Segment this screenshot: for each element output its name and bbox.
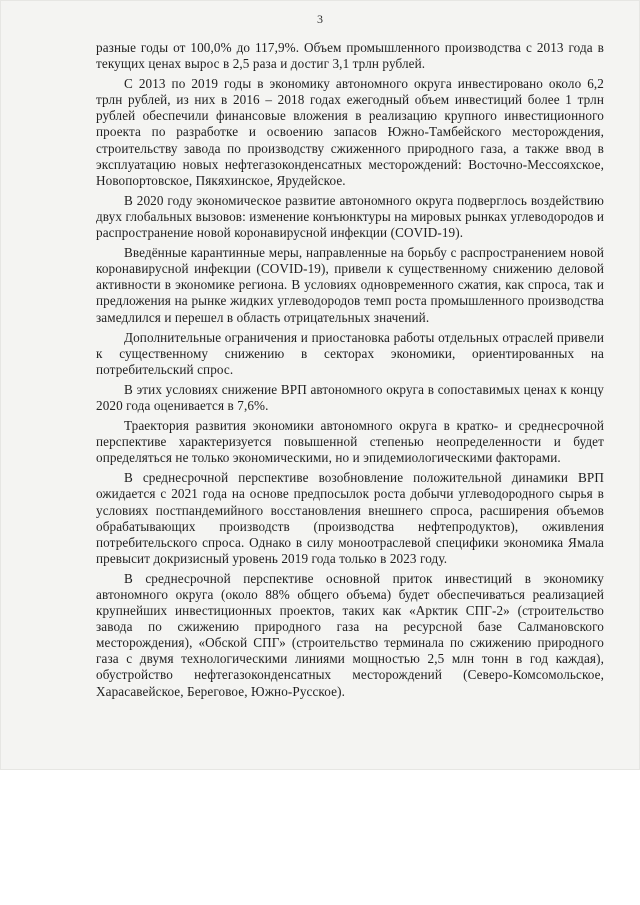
document-body (96, 40, 604, 704)
blank-area (0, 770, 640, 905)
paragraph-5: Дополнительные ограничения и приостановка работы отдельных отраслей привели к существенному снижению в секторах экономики, ориентированных на потребительский спрос. (96, 329, 604, 377)
paragraph-2: С 2013 по 2019 годы в экономику автономного округа инвестировано около 6,2 трлн рублей, из них в 2016 – 2018 годах ежегодный объем инвестиций более 1 трлн рублей обеспечили финансовые вложения в реализацию крупного инвестиционного проекта по разработке и освоению запасов Южно-Тамбейского месторождения, строительству завода по производству сжиженного природного газа, а также ввод в эксплуатацию новых нефтегазоконденсатных месторождений: Восточно-Мессояхское, Новопортовское, Пякяхинское, Ярудейское. (96, 76, 604, 188)
page-number: 3 (317, 12, 323, 26)
paragraph-7: Траектория развития экономики автономного округа в кратко- и среднесрочной перспективе характеризуется повышенной степенью неопределенности и будет определяться не только экономическими, но и эпидемиологическими факторами. (96, 418, 604, 466)
paragraph-3: В 2020 году экономическое развитие автономного округа подверглось воздействию двух глобальных вызовов: изменение конъюнктуры на мировых рынках углеводородов и распространение новой коронавирусной инфекции (COVID-19). (96, 192, 604, 241)
paragraph-6: В этих условиях снижение ВРП автономного округа в сопоставимых ценах к концу 2020 года оценивается в 7,6%. (96, 381, 604, 413)
paragraph-9: В среднесрочной перспективе основной приток инвестиций в экономику автономного округа (около 88% общего объема) будет обеспечиваться реализацией крупнейших инвестиционных проектов, таких как «Арктик СПГ-2» (строительство завода по сжижению природного газа на ресурсной базе Салмановского месторождения), «Обской СПГ» (строительство терминала по сжижению природного газа с двумя технологическими линиями мощностью 2,5 млн тонн в год каждая), обустройство нефтегазоконденсатных месторождений (Северо-Комсомольское, Харасавейское, Береговое, Южно-Русское). (96, 570, 604, 699)
paragraph-4: Введённые карантинные меры, направленные на борьбу с распространением новой коронавирусной инфекции (COVID-19), привели к существенному снижению деловой активности в экономике региона. В условиях одновременного сжатия, как спроса, так и предложения на рынке жидких углеводородов темп роста промышленного производства замедлился и перешел в область отрицательных значений. (96, 245, 604, 325)
paragraph-8: В среднесрочной перспективе возобновление положительной динамики ВРП ожидается с 2021 года на основе предпосылок роста добычи углеводородного сырья в условиях постпандемийного восстановления внешнего спроса, расширения объемов обрабатывающих производств (производства нефтепродуктов), оживления потребительского спроса. Однако в силу моноотраслевой специфики экономика Ямала превысит докризисный уровень 2019 года только в 2023 году. (96, 470, 604, 566)
paragraph-1: разные годы от 100,0% до 117,9%. Объем промышленного производства с 2013 года в текущих ценах вырос в 2,5 раза и достиг 3,1 трлн рублей. (96, 40, 604, 72)
